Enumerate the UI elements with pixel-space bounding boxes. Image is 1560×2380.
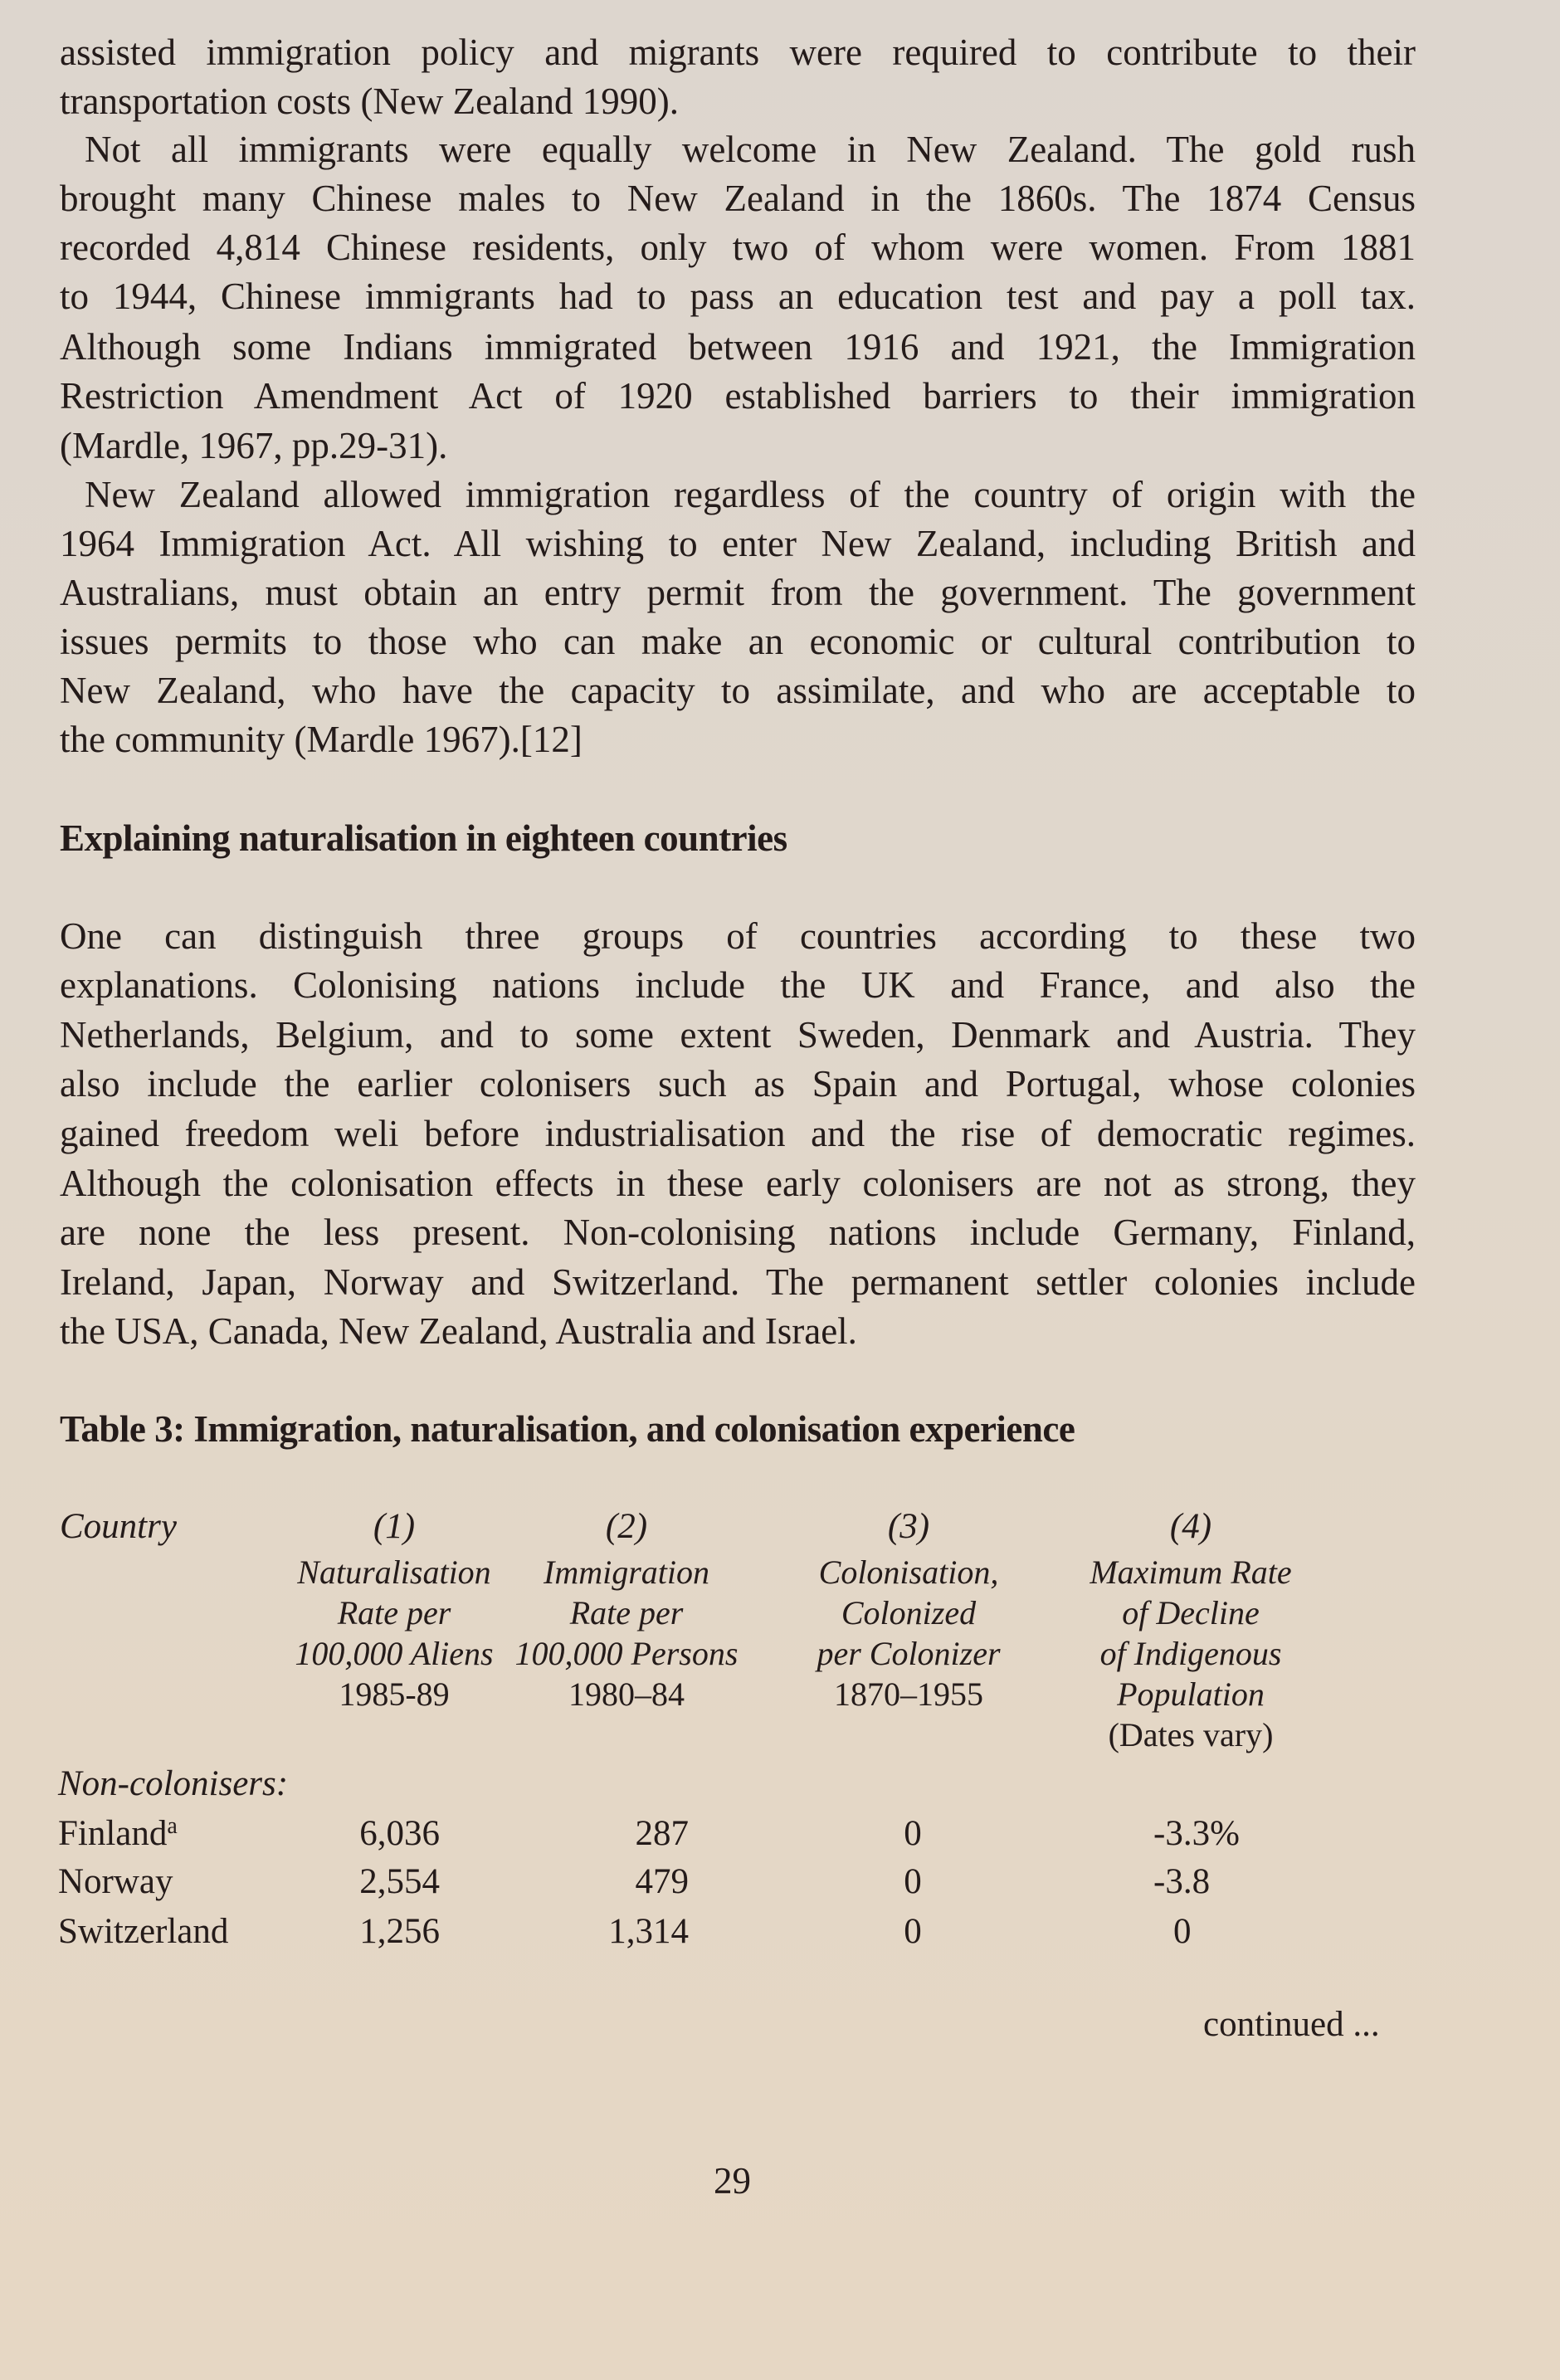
paragraph-line: assisted immigration policy and migrants were required to contribute to their — [60, 32, 1416, 73]
column-1-label: 100,000 Aliens — [295, 1635, 494, 1672]
paragraph-line: Australians, must obtain an entry permit from the government. The government — [60, 572, 1416, 613]
column-3-number: (3) — [887, 1507, 930, 1546]
column-4-label: of Indigenous — [1099, 1635, 1282, 1672]
column-3-label: Colonized — [841, 1594, 977, 1631]
paragraph-line: Restriction Amendment Act of 1920 established barriers to their immigration — [60, 375, 1416, 417]
row-decline: 0 — [1173, 1912, 1192, 1951]
paragraph-line: One can distinguish three groups of countries according to these two — [60, 915, 1416, 957]
row-country: Switzerland — [58, 1912, 229, 1951]
footnote-marker: a — [167, 1813, 178, 1839]
row-naturalisation: 1,256 — [359, 1912, 440, 1951]
row-country: Norway — [58, 1862, 173, 1901]
column-4-label: Maximum Rate — [1090, 1553, 1292, 1591]
paragraph-line: recorded 4,814 Chinese residents, only two of whom were women. From 1881 — [60, 227, 1416, 268]
paragraph-line: transportation costs (New Zealand 1990). — [60, 80, 680, 122]
row-decline: -3.8 — [1153, 1862, 1211, 1901]
row-country: Finland$^a$ — [58, 1813, 178, 1853]
column-2-label: Immigration — [544, 1553, 709, 1591]
row-immigration: 1,314 — [608, 1912, 689, 1951]
row-immigration: 479 — [635, 1862, 689, 1901]
paragraph-line: New Zealand allowed immigration regardless of the country of origin with the — [85, 474, 1416, 515]
table-group-label: Non-colonisers: — [58, 1764, 289, 1803]
section-heading: Explaining naturalisation in eighteen countries — [60, 817, 787, 859]
paragraph-line: Netherlands, Belgium, and to some extent Sweden, Denmark and Austria. They — [60, 1014, 1416, 1056]
country-column-header: Country — [60, 1507, 177, 1546]
column-4-label: of Decline — [1122, 1594, 1260, 1631]
column-2-period: 1980–84 — [568, 1675, 685, 1713]
column-2-label: Rate per — [569, 1594, 684, 1631]
column-4-number: (4) — [1169, 1507, 1212, 1546]
column-1-number: (1) — [373, 1507, 416, 1546]
row-colonisation: 0 — [904, 1862, 922, 1901]
page-number: 29 — [714, 2160, 751, 2202]
paragraph-line: Although the colonisation effects in these early colonisers are not as strong, they — [60, 1163, 1416, 1204]
row-colonisation: 0 — [904, 1912, 922, 1951]
paragraph-line: also include the earlier colonisers such as Spain and Portugal, whose colonies — [60, 1063, 1416, 1105]
paragraph-line: are none the less present. Non-colonising nations include Germany, Finland, — [60, 1212, 1416, 1253]
row-colonisation: 0 — [904, 1814, 922, 1853]
paragraph-line: gained freedom weli before industrialisation and the rise of democratic regimes. — [60, 1113, 1416, 1154]
paragraph-line: Although some Indians immigrated between 1916 and 1921, the Immigration — [60, 326, 1416, 368]
paragraph-line: Ireland, Japan, Norway and Switzerland. The permanent settler colonies include — [60, 1261, 1416, 1303]
paragraph-line: Not all immigrants were equally welcome in New Zealand. The gold rush — [85, 129, 1416, 170]
row-naturalisation: 6,036 — [359, 1814, 440, 1853]
column-3-period: 1870–1955 — [834, 1675, 983, 1713]
row-decline: -3.3% — [1153, 1814, 1240, 1853]
paragraph-line: the USA, Canada, New Zealand, Australia and Israel. — [60, 1310, 857, 1352]
paragraph-line: brought many Chinese males to New Zealand in the 1860s. The 1874 Census — [60, 178, 1416, 219]
column-1-label: Naturalisation — [297, 1553, 491, 1591]
row-naturalisation: 2,554 — [359, 1862, 440, 1901]
paragraph-line: issues permits to those who can make an economic or cultural contribution to — [60, 621, 1416, 662]
column-1-label: Rate per — [337, 1594, 451, 1631]
column-3-label: Colonisation, — [818, 1553, 999, 1591]
table-title: Table 3: Immigration, naturalisation, and colonisation experience — [60, 1408, 1075, 1450]
paragraph-line: the community (Mardle 1967).[12] — [60, 719, 583, 760]
row-immigration: 287 — [635, 1814, 689, 1853]
column-2-number: (2) — [605, 1507, 648, 1546]
column-1-period: 1985-89 — [339, 1675, 450, 1713]
column-4-period: (Dates vary) — [1108, 1716, 1274, 1753]
column-4-label: Population — [1117, 1675, 1265, 1713]
paragraph-line: New Zealand, who have the capacity to assimilate, and who are acceptable to — [60, 670, 1416, 711]
continued-label: continued ... — [1203, 2005, 1380, 2044]
column-3-label: per Colonizer — [817, 1635, 1001, 1672]
paragraph-line: 1964 Immigration Act. All wishing to enter New Zealand, including British and — [60, 523, 1416, 564]
paragraph-line: to 1944, Chinese immigrants had to pass an education test and pay a poll tax. — [60, 276, 1416, 317]
column-2-label: 100,000 Persons — [514, 1635, 739, 1672]
paragraph-line: (Mardle, 1967, pp.29-31). — [60, 425, 448, 466]
paragraph-line: explanations. Colonising nations include the UK and France, and also the — [60, 964, 1416, 1006]
